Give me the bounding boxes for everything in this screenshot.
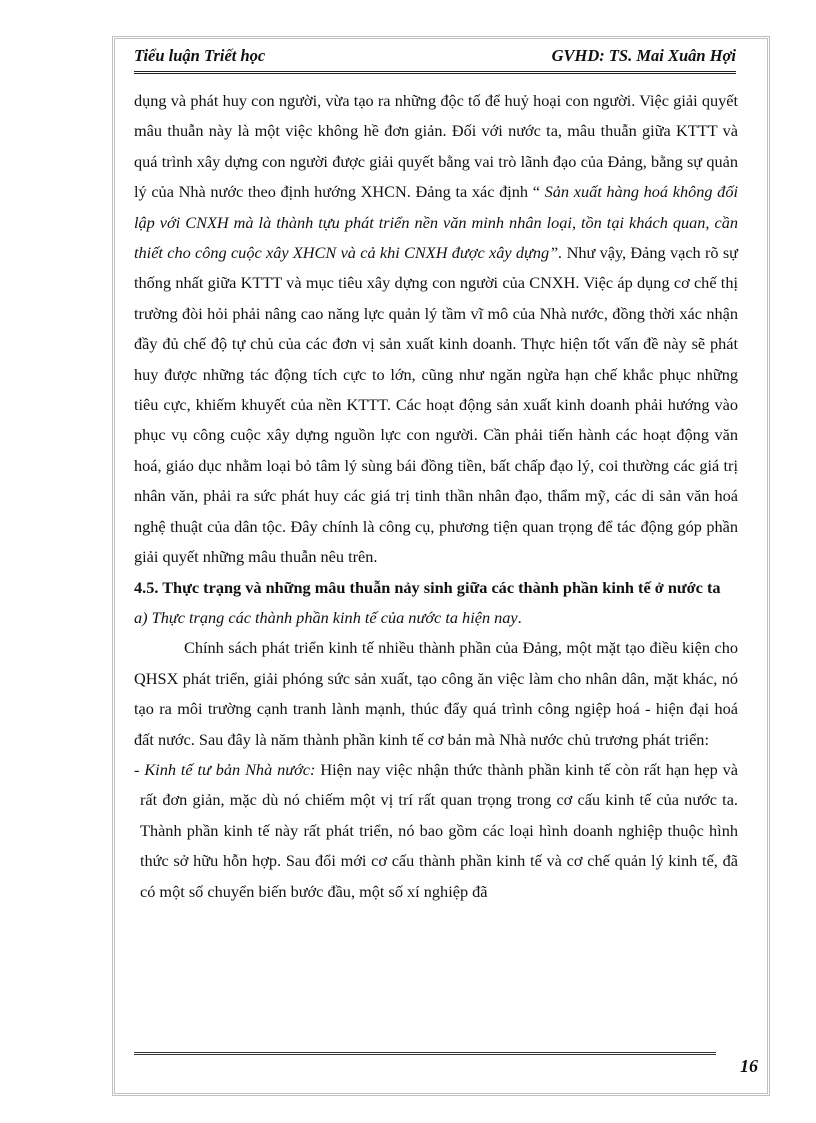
document-body xyxy=(134,86,738,907)
subsection-title: a) Thực trạng các thành phần kinh tế của nước ta hiện nay xyxy=(134,607,518,627)
quote-text: Sản xuất hàng hoá không đối lập với CNXH mà là thành tựu phát triển nền văn minh nhân loại, tồn tại khách quan, cần thiết cho công cuộc xây XHCN và cả khi CNXH được xây dựng”. xyxy=(134,182,738,263)
paragraph xyxy=(134,86,738,573)
bullet-paragraph xyxy=(134,755,738,907)
header-advisor: GVHD: TS. Mai Xuân Hợi xyxy=(551,46,736,65)
header-rule xyxy=(134,71,736,76)
bullet-term: Kinh tế tư bản Nhà nước: xyxy=(144,759,316,779)
paragraph-text: dụng và phát huy con người, vừa tạo ra những độc tố để huỷ hoại con người. Việc giải quyết mâu thuẫn này là một việc không hề đơn giản. Đối với nước ta, mâu thuẫn giữa KTTT và quá trình xây dựng con người được giải quyết bằng vai trò lãnh đạo của Đảng, bằng sự quản lý của Nhà nước theo định hướng XHCN. Đảng ta xác định “ xyxy=(134,91,738,202)
subsection-period: . xyxy=(517,607,522,627)
paragraph-text: Như vậy, Đảng vạch rõ sự thống nhất giữa KTTT và mục tiêu xây dựng con người của CNXH. Việc áp dụng cơ chế thị trường đòi hỏi phải nâng cao năng lực quản lý tầm vĩ mô của Nhà nước, đồng thời xác nhận đầy đủ chế độ tự chủ của các đơn vị sản xuất kinh doanh. Thực hiện tốt vấn đề này sẽ phát huy được những tác động tích cực to lớn, cũng như ngăn ngừa hạn chế khắc phục những tiêu cực, khiếm khuyết của nền KTTT. Các hoạt động sản xuất kinh doanh phải hướng vào phục vụ công cuộc xây dựng nguồn lực con người. Cần phải tiến hành các hoạt động văn hoá, giáo dục nhằm loại bỏ tâm lý sùng bái đồng tiền, bất chấp đạo lý, coi thường các giá trị nhân văn, phải ra sức phát huy các giá trị tinh thần nhân đạo, thẩm mỹ, các di sản văn hoá nghệ thuật của dân tộc. Đây chính là công cụ, phương tiện quan trọng để tác động góp phần giải quyết những mâu thuẫn nêu trên. xyxy=(134,243,738,567)
section-heading: 4.5. Thực trạng và những mâu thuẫn nảy sinh giữa các thành phần kinh tế ở nước ta xyxy=(134,577,721,597)
subsection-heading xyxy=(134,603,738,633)
page-number: 16 xyxy=(740,1056,758,1076)
header-title: Tiểu luận Triết học xyxy=(134,46,266,65)
paragraph: Chính sách phát triển kinh tế nhiều thành phần của Đảng, một mặt tạo điều kiện cho QHSX phát triển, giải phóng sức sản xuất, tạo công ăn việc làm cho nhân dân, mặt khác, nó tạo ra môi trường cạnh tranh lành mạnh, thúc đẩy quá trình công ngiệp hoá - hiện đại hoá đất nước. Sau đây là năm thành phần kinh tế cơ bản mà Nhà nước chủ trương phát triển: xyxy=(134,638,738,749)
footer-rule xyxy=(134,1052,716,1057)
bullet-dash: - xyxy=(134,759,145,779)
paragraph-text: Hiện nay việc nhận thức thành phần kinh tế còn rất hạn hẹp và rất đơn giản, mặc dù nó chiếm một vị trí rất quan trọng trong cơ cấu kinh tế của nước ta. Thành phần kinh tế này rất phát triển, nó bao gồm các loại hình doanh nghiệp thuộc hình thức sở hữu hỗn hợp. Sau đổi mới cơ cấu thành phần kinh tế và cơ chế quản lý kinh tế, đã có một số chuyển biến bước đầu, một số xí nghiệp đã xyxy=(140,759,738,901)
